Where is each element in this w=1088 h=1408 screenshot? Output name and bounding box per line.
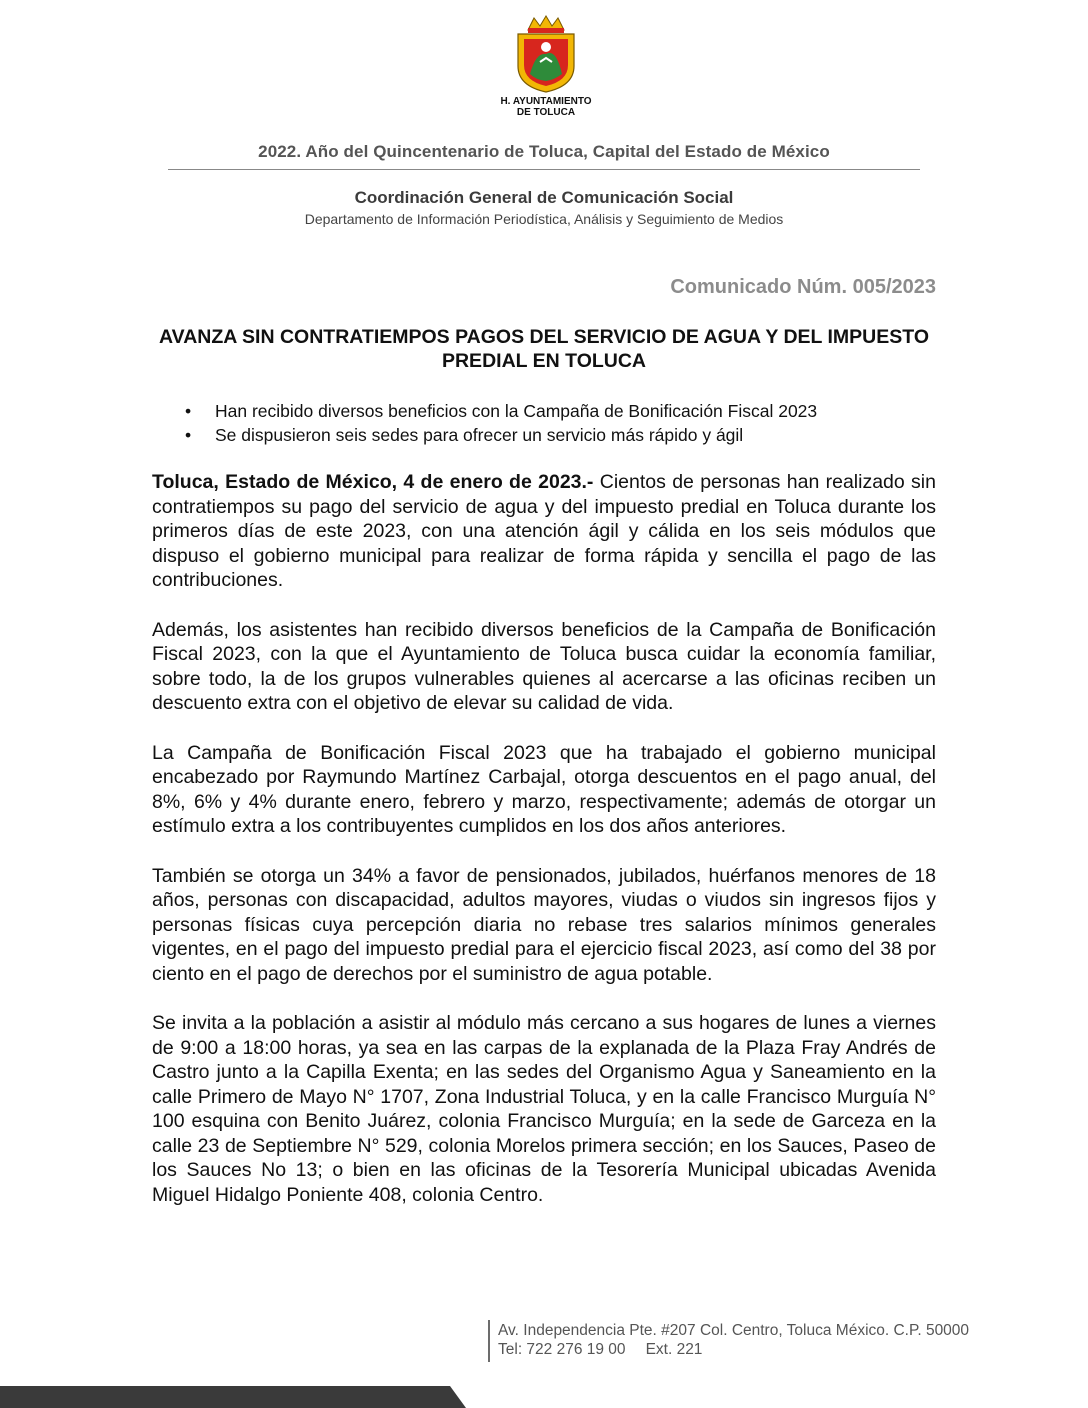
- bullet-text: Se dispusieron seis sedes para ofrecer un servicio más rápido y ágil: [215, 425, 744, 445]
- bullet-icon: •: [185, 425, 192, 445]
- paragraph-4: También se otorga un 34% a favor de pensionados, jubilados, huérfanos menores de 18 años, personas con discapacidad, adultos mayores, viudas o viudos sin ingresos fijos y personas físicas cuya percepción diaria no rebase tres salarios mínimos generales vigentes, en el pago del impuesto predial para el ejercicio fiscal 2023, así como del 38 por ciento en el pago de derechos por el suministro de agua potable.: [152, 864, 936, 985]
- footer-extension: Ext. 221: [645, 1341, 703, 1358]
- headline: AVANZA SIN CONTRATIEMPOS PAGOS DEL SERVICIO DE AGUA Y DEL IMPUESTO PREDIAL EN TOLUCA: [159, 326, 929, 372]
- footer-divider: [488, 1320, 490, 1362]
- list-item: [183, 399, 817, 423]
- footer-contact: [498, 1340, 702, 1360]
- footer-address: Av. Independencia Pte. #207 Col. Centro, Toluca México. C.P. 50000: [498, 1322, 970, 1339]
- communique-number: Comunicado Núm. 005/2023: [670, 276, 936, 298]
- highlights-list: [183, 399, 817, 447]
- footer-band: [0, 1386, 466, 1408]
- bullet-text: Han recibido diversos beneficios con la Campaña de Bonificación Fiscal 2023: [215, 401, 818, 421]
- dateline: Toluca, Estado de México, 4 de enero de 2023.-: [152, 471, 594, 493]
- logo-line-2: DE TOLUCA: [516, 107, 576, 118]
- municipal-logo: [490, 14, 602, 118]
- paragraph-2: Además, los asistentes han recibido diversos beneficios de la Campaña de Bonificación Fiscal 2023, con la que el Ayuntamiento de Toluca busca cuidar la economía familiar, sobre todo, la de los grupos vulnerables quienes al acercarse a las oficinas reciben un descuento extra con el objetivo de elevar su calidad de vida.: [152, 618, 936, 714]
- list-item: [183, 423, 817, 447]
- year-motto: 2022. Año del Quincentenario de Toluca, Capital del Estado de México: [258, 142, 830, 161]
- coat-of-arms-icon: [506, 14, 586, 94]
- paragraph-1: [152, 470, 936, 593]
- paragraph-3: La Campaña de Bonificación Fiscal 2023 que ha trabajado el gobierno municipal encabezado por Raymundo Martínez Carbajal, otorga descuentos en el pago anual, del 8%, 6% y 4% durante enero, febrero y marzo, respectivamente; además de otorgar un estímulo extra a los contribuyentes cumplidos en los dos años anteriores.: [152, 741, 936, 837]
- header-divider: [168, 169, 920, 170]
- bullet-icon: •: [185, 401, 192, 421]
- coordination-title: Coordinación General de Comunicación Social: [354, 188, 734, 207]
- department-subtitle: Departamento de Información Periodística, Análisis y Seguimiento de Medios: [304, 211, 784, 227]
- logo-caption: [490, 96, 602, 118]
- logo-line-1: H. AYUNTAMIENTO: [500, 96, 592, 107]
- paragraph-5: Se invita a la población a asistir al módulo más cercano a sus hogares de lunes a viernes de 9:00 a 18:00 horas, ya sea en las carpas de la explanada de la Plaza Fray Andrés de Castro junto a la Capilla Exenta; en las sedes del Organismo Agua y Saneamiento en la calle Primero de Mayo N° 1707, Zona Industrial Toluca, y en la calle Francisco Murguía N° 100 esquina con Benito Juárez, colonia Francisco Murguía; en la sede de Garceza en la calle 23 de Septiembre N° 529, colonia Morelos primera sección; en los Sauces, Paseo de los Sauces No 13; o bien en las oficinas de la Tesorería Municipal ubicadas Avenida Miguel Hidalgo Poniente 408, colonia Centro.: [152, 1012, 936, 1206]
- footer-phone: Tel: 722 276 19 00: [498, 1341, 626, 1358]
- article-body: [152, 470, 936, 1232]
- paragraph-1-text: Cientos de personas han realizado sin contratiempos su pago del servicio de agua y del impuesto predial en Toluca durante los primeros días de este 2023, con una atención ágil y cálida en los seis módulos que dispuso el gobierno municipal para realizar de forma rápida y sencilla el pago de las contribuciones.: [152, 471, 936, 591]
